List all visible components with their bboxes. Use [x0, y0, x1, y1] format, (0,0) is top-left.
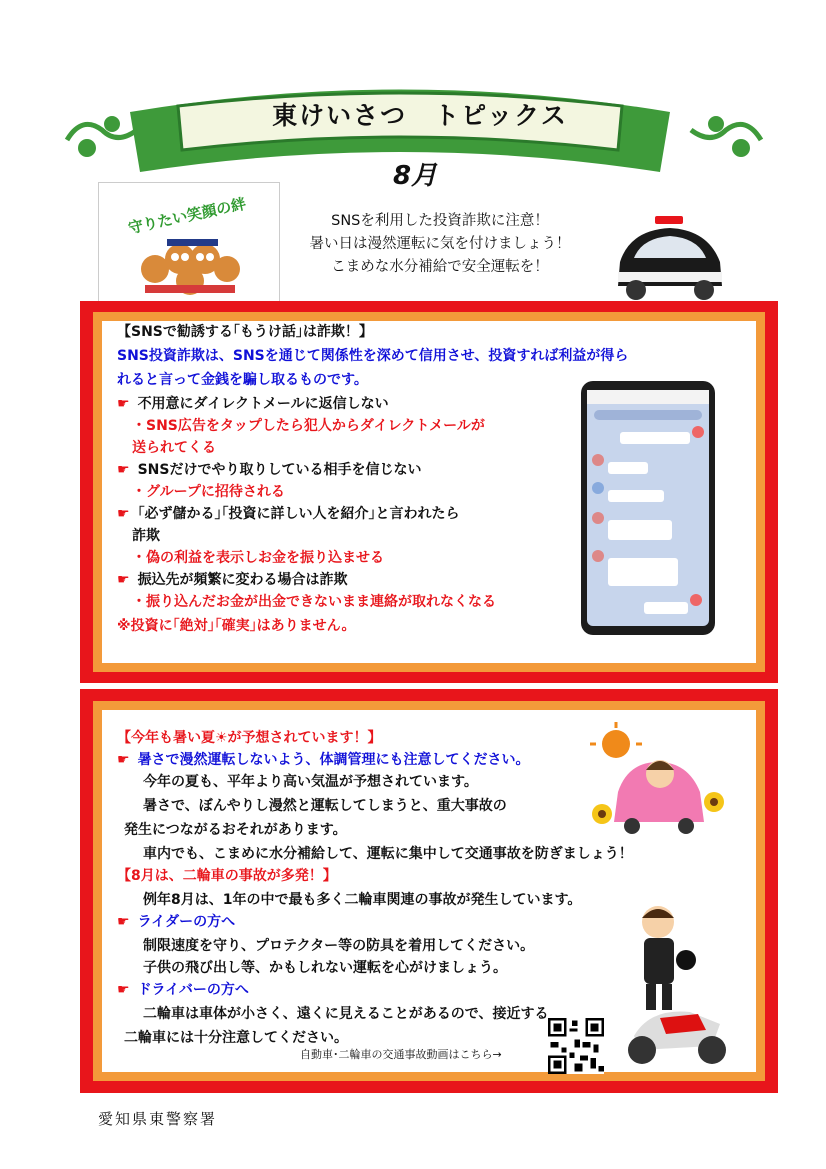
paragraph-line: 二輪車には十分注意してください。: [124, 1030, 348, 1046]
pointing-hand-icon: ☛: [117, 752, 130, 768]
mascot-box: [98, 182, 280, 302]
bullet-text: ｢必ず儲かる｣｢投資に詳しい人を紹介｣と言われたら: [137, 506, 460, 522]
pointing-hand-icon: ☛: [117, 572, 130, 588]
sub-bullet: 送られてくる: [132, 440, 216, 456]
pointing-hand-icon: ☛: [117, 914, 130, 930]
paragraph-line: 発生につながるおそれがあります。: [124, 822, 347, 838]
issuer-name: 愛知県東警察署: [98, 1110, 218, 1128]
smartphone-chat-illustration: [580, 380, 716, 636]
paragraph-line: 今年の夏も、平年より高い気温が予想されています。: [143, 774, 478, 790]
intro-line: 暑い日は漫然運転に気を付けましょう！: [309, 236, 571, 252]
sub-bullet: ・偽の利益を表示しお金を振り込ませる: [132, 550, 384, 566]
section1-lead: れると言って金銭を騙し取るものです。: [117, 372, 368, 388]
pointing-hand-icon: ☛: [117, 506, 130, 522]
bullet-text: 不用意にダイレクトメールに返信しない: [137, 396, 389, 412]
qr-code[interactable]: [548, 1018, 604, 1074]
pointing-hand-icon: ☛: [117, 982, 130, 998]
sub-bullet: ・SNS広告をタップしたら犯人からダイレクトメールが: [132, 418, 485, 434]
paragraph-line: 車内でも、こまめに水分補給して、運転に集中して交通事故を防ぎましょう！: [143, 846, 633, 862]
paragraph-line: 子供の飛び出し等、かもしれない運転を心がけましょう。: [143, 960, 507, 976]
paragraph-line: 二輪車は車体が小さく、遠くに見えることがあるので、接近する: [143, 1006, 549, 1022]
video-link-text[interactable]: 自動車･二輪車の交通事故動画はこちら→: [300, 1048, 502, 1061]
police-car-illustration: [610, 212, 728, 304]
section2-heading2: 【8月は、二輪車の事故が多発！】: [117, 868, 337, 884]
owl-mascots-illustration: [135, 229, 245, 297]
intro-line: こまめな水分補給で安全運転を！: [331, 259, 549, 275]
paragraph-line: 例年8月は、1年の中で最も多く二輪車関連の事故が発生しています。: [143, 892, 582, 908]
intro-text: [280, 210, 600, 279]
bullet-text: 詐欺: [132, 528, 160, 544]
right-vine-ornament: [686, 110, 766, 165]
bullet-text: ドライバーの方へ: [137, 982, 249, 998]
motorcycle-rider-illustration: [620, 900, 730, 1070]
bullet-text: 暑さで漫然運転しないよう、体調管理にも注意してください。: [137, 752, 530, 768]
bullet-text: 振込先が頻繁に変わる場合は詐欺: [137, 572, 348, 588]
intro-line: SNSを利用した投資詐欺に注意！: [331, 213, 549, 229]
section2-heading: 【今年も暑い夏☀が予想されています！】: [117, 730, 382, 746]
mascot-slogan: 守りたい笑顔の絆: [126, 194, 248, 238]
paragraph-line: 暑さで、ぼんやりし漫然と運転してしまうと、重大事故の: [143, 798, 507, 814]
hot-driver-car-illustration: [588, 722, 728, 842]
section1-lead: SNS投資詐欺は、SNSを通じて関係性を深めて信用させ、投資すれば利益が得ら: [117, 348, 629, 364]
sub-bullet: ・グループに招待される: [132, 484, 285, 500]
pointing-hand-icon: ☛: [117, 462, 130, 478]
left-vine-ornament: [62, 110, 142, 165]
sub-bullet: ・振り込んだお金が出金できないまま連絡が取れなくなる: [132, 594, 496, 610]
bullet-text: ライダーの方へ: [137, 914, 236, 930]
month-label: 8月: [392, 161, 438, 191]
section1-note: ※投資に｢絶対｣｢確実｣はありません。: [117, 618, 356, 634]
section1-heading: 【SNSで勧誘する｢もうけ話｣は詐欺！】: [117, 324, 373, 340]
bullet-text: SNSだけでやり取りしている相手を信じない: [137, 462, 422, 478]
pointing-hand-icon: ☛: [117, 396, 130, 412]
paragraph-line: 制限速度を守り、プロテクター等の防具を着用してください。: [143, 938, 535, 954]
page-title: 東けいさつ トピックス: [272, 101, 568, 130]
